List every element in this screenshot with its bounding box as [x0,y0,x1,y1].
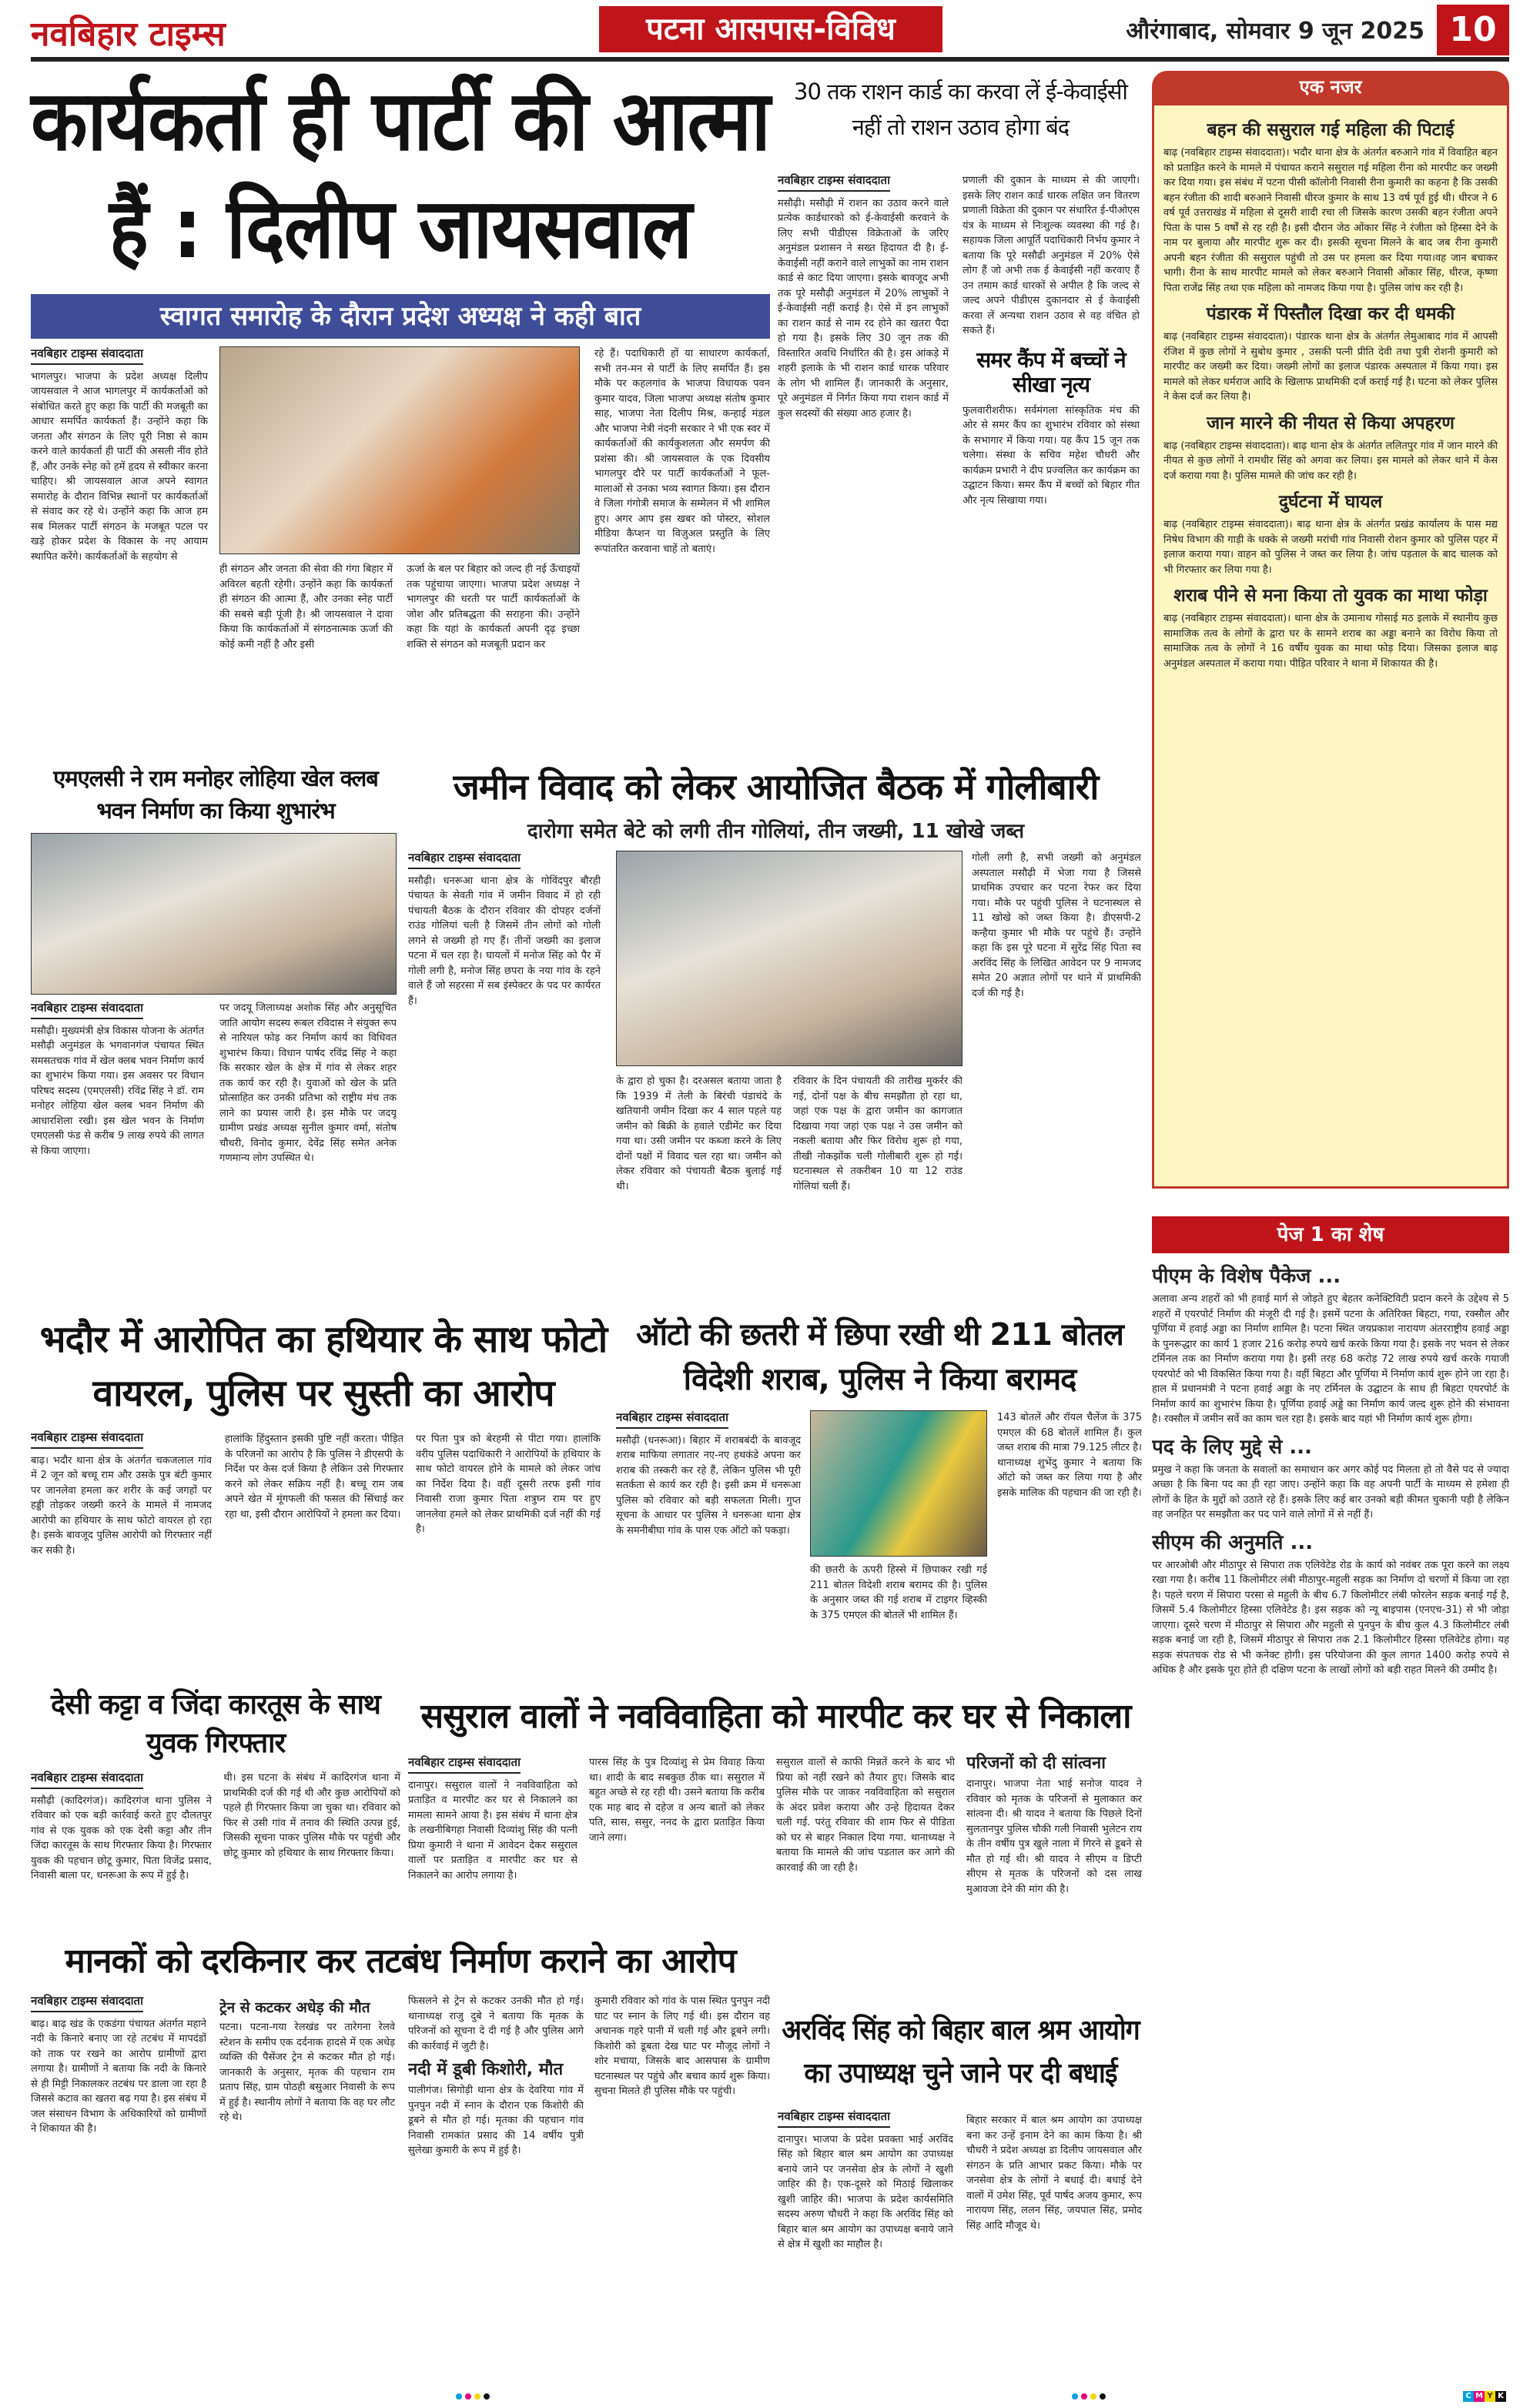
train-story [219,1994,395,2375]
lead-column-2: ही संगठन और जनता की सेवा की गंगा बिहार में अविरल बहती रहेगी। उन्होंने कहा कि कार्यकर्ता ही संगठन की आत्मा हैं, और उनका स्नेह पार्टी की सबसे बड़ी पूंजी है। श्री जायसवाल ने दावा किया कि कार्यकर्ताओं में संगठनात्मक ऊर्जा की कोई कमी नहीं है और इसी [219,564,393,650]
byline: नवबिहार टाइम्स संवाददाता [778,2109,890,2128]
river-text: पालीगंज। सिगोड़ी थाना क्षेत्र के देवरिया गांव में पुनपुन नदी में स्नान के दौरान एक किशोरी की डूबने से मौत हो गई। मृतका की पहचान गांव निवासी रामकांत प्रसाद की 14 वर्षीय पुत्री सुलेखा कुमारी के रूप में हुई है। [408,2085,584,2156]
byline: नवबिहार टाइम्स संवाददाता [408,1755,521,1774]
liquor-text-1: मसौढ़ी (धनरूआ)। बिहार में शराबबंदी के बावजूद शराब माफिया लगातार नए-नए हथकंडे अपना कर शराब की तस्करी कर रहे हैं, लेकिन पुलिस भी पूरी सतर्कता से कार्य कर रही है। इसी क्रम में धनरूआ पुलिस को रविवार को बड़ी सफलता मिली। गुप्त सूचना के आधार पर पुलिस ने धनरूआ थाना क्षेत्र के समनीबीघा गांव के पास एक ऑटो को पकड़ा। [616,1434,801,1537]
cmyk-marks [1463,2386,1506,2402]
train-headline: ट्रेन से कटकर अधेड़ की मौत [219,1999,370,2016]
continued-text: प्रमुख ने कहा कि जनता के सवालों का समाधान कर अगर कोई पद मिलता हो तो वैसे पद से ज्यादा अच्छा है कि बिना पद का ही रहा जाए। उन्होंने कहा कि वह अपनी पार्टी के माध्यम से हमेशा ही लोगों के हित के मुद्दों को उठाते रहे हैं। इसके लिए कई बार उनको बड़ी कीमत चुकानी पड़ी है लेकिन वह जनहित पर समझौता कर पद पाने वाले लोगों में से नहीं हैं। [1152,1463,1509,1520]
ration-headline-line2: नहीं तो राशन उठाव होगा बंद [852,114,1070,140]
header-rule [31,57,1509,62]
lead-column-3: ऊर्जा के बल पर बिहार को जल्द ही नई ऊँचाइयों तक पहुंचाया जाएगा। भाजपा प्रदेश अध्यक्ष ने भागलपुर की धरती पर पार्टी कार्यकर्ताओं के जोश और प्रतिबद्धता की सराहना की। उन्होंने कहा कि यहां के कार्यकर्ता अपनी दृढ़ इच्छा शक्ति से संगठन को मजबूती प्रदान कर [407,564,580,650]
firing-column-4: गोली लगी है, सभी जख्मी को अनुमंडल अस्पताल मसौढ़ी में भेजा गया है जिससे प्राथमिक उपचार कर पटना रेफर कर दिया गया। मौके पर पहुंची पुलिस ने घटनास्थल से 11 खोखे को जब्त किया है। डीएसपी-2 कन्हैया कुमार भी मौके पर पहुंचे हैं। उन्होंने कहा कि इस पूरे घटना में सुरेंद्र सिंह पिता स्व अरविंद सिंह के लिखित आवेदन पर 9 नामजद समेत 20 अज्ञात लोगों पर थाने में प्राथमिकी दर्ज की गई है। [972,852,1141,999]
lead-headline-line1: कार्यकर्ता ही पार्टी की आत्मा [31,73,770,169]
liquor-headline: ऑटो की छतरी में छिपा रखी थी 211 बोतल विदेशी शराब, पुलिस ने किया बरामद [636,1317,1123,1397]
arvind-column-1 [778,2109,953,2375]
lohia-column-2: पर जदयू जिलाध्यक्ष अशोक सिंह और अनुसूचित जाति आयोग सदस्य रूबल रविदास ने संयुक्त रूप से नारियल फोड़ कर निर्माण कार्य का विधिवत शुभारंभ किया। विधान पार्षद रविंद्र सिंह ने कहा कि सरकार खेल के क्षेत्र में गांव से लेकर शहर तक कार्य कर रही है। युवाओं को खेल के प्रति प्रोत्साहित कर उनकी प्रतिभा को राष्ट्रीय मंच तक लाने का प्रयास जारी है। इस मौके पर जदयू ग्रामीण प्रखंड अध्यक्ष सुनील कुमार वर्मा, संतोष चौधरी, विनोद कुमार, देवेंद्र सिंह समेत अनेक गणमान्य लोग उपस्थित थे। [219,1002,397,1164]
byline: नवबिहार टाइम्स संवाददाता [31,346,143,365]
continued-headline: सीएम की अनुमति ... [1152,1530,1314,1554]
cmyk-y: Y [1485,2391,1495,2402]
ration-headline [778,74,1143,145]
camp-text: फुलवारीशरीफ। सर्वमंगला सांस्कृतिक मंच की ओर से समर कैंप का शुभारंभ रविवार को संस्था के सभागार में किया गया। यह कैंप 15 जून तक चलेगा। संस्था के सचिव महेश चौधरी और कार्यक्रम प्रभारी ने दीप प्रज्वलित कर कार्यक्रम का उद्घाटन किया। समर कैंप में बच्चों को बिहार गीत और नृत्य सिखाया गया। [962,404,1140,507]
bhadaur-text-1: बाढ़। भदौर थाना क्षेत्र के अंतर्गत चकजलाल गांव में 2 जून को बच्चू राम और उसके पुत्र बंटी कुमार पर जानलेवा हमला कर शरीर के कई जगहों पर हड्डी तोड़कर जख्मी करने के मामले में नामजद आरोपी का हथियार के साथ फोटो वायरल हो रहा है। इसके बावजूद पुलिस आरोपी को गिरफ्तार नहीं कर सकी है। [31,1454,212,1557]
brief-headline: दुर्घटना में घायल [1278,492,1383,512]
cmyk-m: M [1474,2391,1485,2402]
byline: नवबिहार टाइम्स संवाददाता [408,851,521,869]
river-headline: नदी में डूबी किशोरी, मौत [408,2060,564,2079]
brief-text: बाढ़ (नवबिहार टाइम्स संवाददाता)। बाढ़ थाना क्षेत्र के अंतर्गत ललितपुर गांव में जान मारने की नीयत से कुछ लोगों ने रामधीर सिंह को अगवा कर लिया। इस मामले को लेकर थाने में केस दर्ज कराया गया है। पुलिस मामले की जांच कर रही है। [1163,440,1498,482]
arvind-text-1: दानापुर। भाजपा के प्रदेश प्रवक्ता भाई अरविंद सिंह को बिहार बाल श्रम आयोग का उपाध्यक्ष बनाये जाने पर जनसेवा क्षेत्र के लोगों ने खुशी जाहिर की है। एक-दूसरे को मिठाई खिलाकर खुशी जाहिर की। भाजपा के प्रदेश कार्यसमिति सदस्य अरुण चौधरी ने कहा कि अरविंद सिंह को बिहार बाल श्रम आयोग का उपाध्यक्ष बनाये जाने से क्षेत्र में खुशी का माहौल है। [778,2133,953,2250]
lead-photo [219,346,580,554]
condolence-story [966,1747,1142,2002]
page1-continued [1152,1256,1509,2376]
lead-headline-line2: हैं : दिलीप जायसवाल [109,181,692,277]
bhadaur-column-1 [31,1430,212,1677]
registration-dots [454,2388,491,2403]
train-text-cont: फिसलने से ट्रेन से कटकर उनकी मौत हो गई। थानाध्यक्ष राजु दुबे ने बताया कि मृतक के परिजनों को सूचना दे दी गई है और पुलिस आगे की कार्रवाई में जुटी है। [408,1995,584,2052]
river-story [408,1994,584,2375]
byline: नवबिहार टाइम्स संवाददाता [31,1994,143,2012]
firing-text-1: मसौढ़ी। धनरूआ थाना क्षेत्र के गोविंदपुर बौरही पंचायत के सेवती गांव में जमीन विवाद में हो रही पंचायती बैठक के दौरान रविवार की दोपहर दर्जनों राउंड गोलियां चली है जिसमें तीन लोगों को गोली लगने से जख्मी हो गए हैं। तीनों जख्मी का इलाज पटना में चल रहा है। घायलों में मनोज सिंह को पैर में गोली लगी है, मनोज सिंह छपरा के नया गांव के रहने वाले हैं जो सहरसा में सब इंस्पेक्टर के पद पर कार्यरत हैं। [408,875,601,1007]
condolence-text: दानापुर। भाजपा नेता भाई सनोज यादव ने रविवार को मृतक के परिजनों से मुलाकात कर सांत्वना दी। श्री यादव ने बताया कि पिछले दिनों सुलतानपुर पुलिस चौकी गली निवासी भुलेटन राय के तीन वर्षीय पुत्र खुले नाला में गिरने से डूबने से मौत हो गई थी। श्री यादव ने सीएम व डिप्टी सीएम से मृतक के परिजनों को दस लाख मुआवजा देने की मांग की है। [966,1778,1142,1895]
liquor-column-3: 143 बोतलें और रॉयल चैलेंज के 375 एमएल की 68 बोतलें शामिल हैं। कुल जब्त शराब की मात्रा 79.125 लीटर है। थानाध्यक्ष शुभेंदु कुमार ने बताया कि ऑटो को जब्त कर लिया गया है और इसके मालिक की पहचान की जा रही है। [997,1412,1142,1499]
byline: नवबिहार टाइम्स संवाददाता [616,1410,728,1429]
liquor-column-1 [616,1410,801,1677]
lead-column-4: रहे हैं। पदाधिकारी हों या साधारण कार्यकर्ता, सभी तन-मन से पार्टी के लिए समर्पित हैं। इस मौके पर कहलगांव के भाजपा विधायक पवन कुमार यादव, जिला भाजपा अध्यक्ष संतोष कुमार साह, भाजपा नेता दिलीप मिश्र, कन्हाई मंडल और भाजपा नेत्री नंदनी सरकार ने भी एक स्वर में कार्यकर्ताओं की कार्यकुशलता और समर्पण की प्रशंसा की। श्री जायसवाल के एक दिवसीय भागलपुर दौरे पर पार्टी कार्यकर्ताओं ने फूल-मालाओं से उनका भव्य स्वागत किया। इस दौरान वे जिला गंगोत्री समाज के सम्मेलन में भी शामिल हुए। अगर आप इस खबर को पोस्टर, सोशल मीडिया कैप्शन या विज़ुअल प्रस्तुति के लिए रूपांतरित करवाना चाहें तो बताएं। [594,348,770,555]
brief-text: बाढ़ (नवबिहार टाइम्स संवाददाता)। भदौर थाना क्षेत्र के अंतर्गत बरुआने गांव में विवाहित बहन को प्रताड़ित करने के मामले में पंचायत कराने ससुराल गई महिला रीना को मारपीट कर जख्मी कर दिया गया। इस संबंध में पटना पीसी कॉलोनी निवासी रीना कुमारी का कहना है कि उसकी बहन रंजीता की शादी बरुआने निवासी धीरज कुमार के साथ 13 वर्ष पूर्व हुई थी। धीरज ने 6 वर्ष पूर्व उत्तराखंड में महिला से दूसरी शादी रचा ली जिसके कारण उसकी बहन रंजीता अपने पिता के पास 5 वर्षों से रह रही है। इसी दौरान जेठ ओंकार सिंह ने रंजीता को हिस्सा देने के नाम पर बुलाया और मारपीट शुरू कर दी। इसकी सूचना मिलने के बाद जब रीना कुमारी अपनी बहन रंजीता की ससुराल पहुंची तो उस पर हमला कर दिया गया।वह जान बचाकर भागी। रीना के साथ मारपीट मामले को लेकर बरुआने निवासी ओंकार सिंह, धीरज, कृष्णा पिता राजेंद्र सिंह तथा एक महिला को नामजद किया गया है। पुलिस जांच कर रही है। [1163,147,1498,294]
tatbandh-headline: मानकों को दरकिनार कर तटबंध निर्माण कराने का आरोप [65,1941,736,1981]
lead-column-1 [31,346,208,762]
bhadaur-column-2: हालांकि हिंदुस्तान इसकी पुष्टि नहीं करता। पीड़ित के परिजनों का आरोप है कि पुलिस ने डीएसपी के निर्देश पर केस दर्ज किया है लेकिन उसे गिरफ्तार करने को लेकर सक्रिय नहीं है। बच्चू राम जब अपने खेत में मूंगफली की फसल की सिंचाई कर रहा था, इसी दौरान आरोपियों ने हमला कर दिया। [225,1433,403,1520]
firing-photo [616,851,962,1066]
brief-text: बाढ़ (नवबिहार टाइम्स संवाददाता)। बाढ़ थाना क्षेत्र के अंतर्गत प्रखंड कार्यालय के पास मद्य निषेध विभाग की गाड़ी के धक्के से जख्मी मरांची गांव निवासी रोशन कुमार को पुलिस पहर में इलाज कराया गया। वाहन को पुलिस ने जब्त कर लिया है। जांच पड़ताल के बाद चालक को भी गिरफ्तार कर लिया गया है। [1163,519,1498,576]
camp-headline: समर कैंप में बच्चों ने सीखा नृत्य [976,346,1126,397]
liquor-column-2: की छतरी के ऊपरी हिस्से में छिपाकर रखी गई 211 बोतल विदेशी शराब बरामद की है। पुलिस के अनुसार जब्त की गई शराब में टाइगर व्हिस्की के 375 एमएल की बोतलें भी शामिल हैं। [810,1564,987,1621]
dateline: औरंगाबाद, सोमवार 9 जून 2025 [1126,18,1424,45]
page-number: 10 [1437,5,1509,55]
ration-column-2 [962,173,1140,762]
registration-dots [1070,2388,1107,2403]
continued-text: पर आरओबी और मीठापुर से सिपारा तक एलिवेटेड रोड के कार्य को नवंबर तक पूरा करने का लक्ष्य रखा गया है। करीब 11 किलोमीटर लंबी मीठापुर-महुली सड़क का निर्माण दो चरणों में किया जा रहा है। पहले चरण में सिपारा परसा से महुली के बीच 6.7 किलोमीटर लंबी फोरलेन सड़क बनाई गई है, जिसमें 5.4 किलोमीटर हिस्सा एलिवेटेड है। इस सड़क को न्यू बाइपास (एनएच-31) से भी जोड़ा जाएगा। दूसरे चरण में मीठापुर से सिपारा और महुली से पुनपुन के बीच कुल 4.3 किलोमीटर लंबी सड़क बनाई जा रही है, जिसमें मीठापुर से सिपारा तक 2.1 किलोमीटर हिस्सा एलिवेटेड होगा। यह सड़क संपतचक रोड से भी कनेक्ट होगी। इस परियोजना की कुल लागत 1400 करोड़ रुपये से अधिक है और इसके पूरा होते ही दक्षिण पटना के लाखों लोगों को बड़ी राहत मिलने की उम्मीद है। [1152,1559,1509,1676]
condolence-headline: परिजनों को दी सांत्वना [966,1754,1106,1773]
brief-text: बाढ़ (नवबिहार टाइम्स संवाददाता)। थाना क्षेत्र के उमानाथ गोसाई मठ इलाके में स्थानीय कुछ सामाजिक तत्व के लोगों के द्वारा घर के सामने शराब का अड्डा बनाने का विरोध किया तो सामाजिक तत्व के लोगों ने 16 वर्षीय युवक का माथा फोड़ दिया। जिसका इलाज बाढ़ अनुमंडल अस्पताल में कराया गया। पीड़ित परिवार ने थाना में शिकायत की है। [1163,613,1498,670]
byline: नवबिहार टाइम्स संवाददाता [31,1771,143,1789]
brief-headline: शराब पीने से मना किया तो युवक का माथा फोड़ा [1173,586,1488,606]
lohia-text-1: मसौढ़ी। मुख्यमंत्री क्षेत्र विकास योजना के अंतर्गत मसौढ़ी अनुमंडल के भगवानगंज पंचायत स्थित समसतचक गांव में खेल क्लब भवन निर्माण कार्य का शुभारंभ किया गया। इस अवसर पर विधान परिषद सदस्य (एमएलसी) रविंद्र सिंह ने डॉ. राम मनोहर लोहिया खेल क्लब भवन निर्माण की आधारशिला रखी। इस खेल भवन के निर्माण एमएलसी फंड से करीब 9 लाख रुपये की लागत से किया जाएगा। [31,1025,204,1157]
sasural-text-1: दानापुर। ससुराल वालों ने नवविवाहिता को प्रताड़ित व मारपीट कर घर से निकालने का मामला सामने आया है। इस संबंध में थाना क्षेत्र के लखनीबिगहा निवासी दिव्यांशु सिंह की पत्नी प्रिया कुमारी ने थाना में आवेदन देकर ससुराल वालों पर प्रताड़ित व मारपीट कर घर से निकालने का आरोप लगाया है। [408,1779,578,1881]
ration-column-1 [778,173,949,762]
river-column-2: कुमारी रविवार को गांव के पास स्थित पुनपुन नदी घाट पर स्नान के लिए गई थी। इस दौरान वह अचानक गहरे पानी में चली गई और डूबने लगी। किशोरी को डूबता देख घाट पर मौजूद लोगों ने शोर मचाया, जिसके बाद आसपास के ग्रामीण घटनास्थल पर पहुंचे और बचाव कार्य शुरू किया। सुचना मिलते ही पुलिस मौके पर पहुंची। [594,1995,770,2097]
print-marks [0,2386,1540,2402]
katta-headline: देसी कट्टा व जिंदा कारतूस के साथ युवक गिरफ्तार [51,1689,380,1759]
firing-headline: जमीन विवाद को लेकर आयोजित बैठक में गोलीबारी [453,766,1099,808]
brief-headline: बहन की ससुराल गई महिला की पिटाई [1207,120,1455,140]
ek-nazar-title: एक नजर [1152,71,1509,103]
lead-subhead: स्वागत समारोह के दौरान प्रदेश अध्यक्ष ने कही बात [31,294,770,339]
continued-headline: पीएम के विशेष पैकेज ... [1152,1265,1341,1288]
cmyk-k: K [1495,2391,1506,2402]
cmyk-c: C [1463,2391,1474,2402]
sasural-column-2: पारस सिंह के पुत्र दिव्यांशु से प्रेम विवाह किया था। शादी के बाद सबकुछ ठीक था। ससुराल में बहुत अच्छे से रह रही थी। उसने बताया कि करीब एक माह बाद से दहेज व अन्य बातों को लेकर पति, सास, ससुर, ननद के द्वारा प्रताड़ित किया जाने लगा। [589,1757,765,1844]
sasural-headline: ससुराल वालों ने नवविवाहिता को मारपीट कर घर से निकाला [420,1697,1131,1736]
tatbandh-column-1 [31,1994,206,2375]
firing-subhead: दारोगा समेत बेटे को लगी तीन गोलियां, तीन जख्मी, 11 खोखे जब्त [527,820,1025,843]
ek-nazar-box [1152,103,1509,1189]
arvind-headline: अरविंद सिंह को बिहार बाल श्रम आयोग का उपाध्यक्ष चुने जाने पर दी बधाई [782,2015,1140,2089]
byline: नवबिहार टाइम्स संवाददाता [31,1001,143,1019]
firing-column-1 [408,851,601,1301]
lead-headline [31,68,770,283]
lohia-headline: एमएलसी ने राम मनोहर लोहिया खेल क्लब भवन निर्माण का किया शुभारंभ [53,765,378,824]
katta-column-2: थी। इस घटना के संबंध में कादिरगंज थाना में प्राथमिकी दर्ज की गई थी और कुछ आरोपियों को पहले ही गिरफ्तार किया जा चुका था। रविवार को फिर से उसी गांव में तनाव की स्थिति उत्पन्न हुई, जिसकी सूचना पाकर पुलिस मौके पर पहुंची और छोटू कुमार को हथियार के साथ गिरफ्तार किया। [223,1772,400,1859]
lead-text-1: भागलपुर। भाजपा के प्रदेश अध्यक्ष दिलीप जायसवाल ने आज भागलपुर में कार्यकर्ताओं को संबोधित करते हुए कहा कि पार्टी की मजबूती का आधार समर्पित कार्यकर्ता हैं। उन्होंने कहा कि जनता और संगठन के लिए पूरी निष्ठा से काम करने वाले कार्यकर्ता ही पार्टी की असली नींव होते हैं, और उनके स्नेह को हमें हृदय से स्वीकार करना चाहिए। श्री जायसवाल आज अपने स्वागत समारोह के दौरान विभिन्न स्थानों पर कार्यकर्ताओं से संवाद कर रहे थे। उन्होंने कहा कि आज हम सब मिलकर पार्टी संगठन के मजबूत पटल पर खड़े होकर प्रदेश के विकास के नए आयाम स्थापित करेंगे। कार्यकर्ताओं के सहयोग से [31,370,208,563]
page1-continued-title: पेज 1 का शेष [1152,1216,1509,1253]
ration-text-1: मसौढ़ी। मसौढ़ी में राशन का उठाव करने वाले प्रत्येक कार्डधारको को ई-केवाईसी करवाने के लिए सभी पीडीएस विक्रेताओं के जरिए अनुमंडल प्रशासन ने सख्त हिदायत दी है। ई-केवाईसी नहीं कराने वाले लाभुकों का नाम राशन कार्ड से काट दिया जाएगा। इसके बावजूद अभी तक पूरे मसौढ़ी अनुमंडल में 20% लाभुकों ने ई-केवाईसी नहीं कराई है। ऐसे में इन लाभुकों का राशन कार्ड से नाम रद होने का खतरा पैदा हो गया है। इसके लिए 30 जून तक की विस्तारित अवधि निर्धारित की है। इस आंकड़े में शहरी इलाके के भी राशन कार्ड धारक परिवार के लोग भी शामिल हैं। जानकारी के अनुसार, पूरे अनुमंडल में निर्गत किया गया राशन कार्ड में कुल सदस्यों की संख्या आठ हजार है। [778,197,949,420]
lohia-column-1 [31,1001,204,1301]
brief-text: बाढ़ (नवबिहार टाइम्स संवाददाता)। पंडारक थाना क्षेत्र के अंतर्गत लेमुआबाद गांव में आपसी रंजिश में कुछ लोगों ने सुबोध कुमार , उसकी पत्नी प्रीति देवी तथा पुत्री रोशनी कुमारी को मारपीट कर जख्मी कर दिया। जख्मी लोगों का इलाज पंडारक अस्पताल में किया गया। इस मामले को लेकर धर्मराज आदि के खिलाफ प्राथमिकी दर्ज कराई गई है। घटना को लेकर पुलिस ने केस दर्ज कर लिया है। [1163,331,1498,403]
katta-column-1 [31,1771,212,1928]
ration-headline-line1: 30 तक राशन कार्ड का करवा लें ई-केवाईसी [794,79,1127,105]
arvind-column-2: बिहार सरकार में बाल श्रम आयोग का उपाध्यक्ष बना कर उन्हें इनाम देने का काम किया है। श्री चौधरी ने प्रदेश अध्यक्ष डा दिलीप जायसवाल और संगठन के प्रति आभार प्रकट किया। मौके पर जनसेवा क्षेत्र के लोगों ने बधाई दी। बधाई देने वालों में उमेश सिंह, पूर्व पार्षद अजय कुमार, रूप नारायण सिंह, ललन सिंह, जयपाल सिंह, प्रमोद सिंह आदि मौजूद थे। [966,2115,1142,2232]
ration-text-2: प्रणाली की दुकान के माध्यम से की जाएगी। इसके लिए राशन कार्ड धारक लक्षित जन वितरण प्रणाली विक्रेता की दुकान पर संधारित ई-पीओएस यंत्र के माध्यम से निःशुल्क व्यवस्था की गई है। सहायक जिला आपूर्ति पदाधिकारी निर्भय कुमार ने बताया कि पूरे मसौढी अनुमंडल में 20% ऐसे लोग हैं जो अभी तक ई केवाईसी नहीं करवाए हैं उन तमाम कार्ड धारकों से अपील है कि जल्द से जल्द अपने पीडीएस दुकानदार से ई केवाईसी करवा लें अन्यथा राशन उठाव से वह वंचित हो सकते हैं। [962,175,1140,336]
sasural-column-1 [408,1755,578,1928]
firing-column-3: रविवार के दिन पंचायती की तारीख मुकर्रर की गई, दोनों पक्ष के बीच समझौता हो रहा था, जहां एक पक्ष के द्वारा जमीन का कागजात दिखाया गया जहां एक पक्ष ने उस जमीन को नकली बताया और फिर विरोध शुरू हो गया, तीखी नोकझोंक चली गोलीबारी शुरू हो गई। घटनास्थल से तकरीबन 10 या 12 राउंड गोलियां चली हैं। [793,1075,962,1192]
brief-headline: जान मारने की नीयत से किया अपहरण [1207,413,1455,433]
train-text: पटना। पटना-गया रेलखंड पर तारेगना रेलवे स्टेशन के समीप एक दर्दनाक हादसे में एक अधेड़ व्यक्ति की पैसेंजर ट्रेन से कटकर मौत हो गई। जानकारी के अनुसार, मृतक की पहचान राम प्रताप सिंह, ग्राम पोठही बसुआर निवासी के रूप में हुई है। स्थानीय लोगों ने बताया कि वह घर लौट रहे थे। [219,2022,395,2123]
continued-headline: पद के लिए मुद्दे से ... [1152,1435,1312,1459]
continued-text: अलावा अन्य शहरों को भी हवाई मार्ग से जोड़ते हुए बेहतर कनेक्टिविटी प्रदान करने के उद्देश्य से 5 शहरों में एयरपोर्ट निर्माण की मंजूरी दी गई है। इसमें पटना के अतिरिक्त बिहटा, गया, रक्सौल और पूर्णिया में हवाई अड्डा का निर्माण शामिल है। पटना स्थित जयप्रकाश नारायण अंतरराष्ट्रीय हवाई अड्डा के पुनरूद्धार का कार्य 1 हजार 216 करोड़ रुपये खर्च करके किया गया है। इसके नए भवन से लेकर टर्मिनल तक का निर्माण कराया गया है। इसी तरह 68 करोड़ 72 लाख रुपये खर्च करके गयाजी एयरपोर्ट को भी विकसित किया गया है। वहीं बिहटा और पूर्णिया में निर्माण कार्य शुरू होने जा रहा है। हाल में प्रधानमंत्री ने पटना हवाई अड्डा के नए टर्मिनल के उद्घाटन के साथ ही बिहटा एयरपोर्ट के निर्माण कार्य का शुभारंभ किया है। पूर्णिया हवाई अड्डे का निर्माण कार्य जल्द शुरू होने की संभावना है। रक्सौल में जमीन सर्वे का काम चल रहा है। इसके बाद यहां भी निर्माण कार्य शुरू होगा। [1152,1293,1509,1425]
brief-headline: पंडारक में पिस्तौल दिखा कर दी धमकी [1206,304,1455,324]
masthead: नवबिहार टाइम्स [31,15,226,54]
bhadaur-headline: भदौर में आरोपित का हथियार के साथ फोटो वायरल, पुलिस पर सुस्ती का आरोप [39,1318,608,1415]
sasural-column-3: ससुराल वालों से काफी मिन्नतें करने के बाद भी प्रिया को नहीं रखने को तैयार हुए। जिसके बाद पुलिस मौके पर जाकर नवविवाहिता को ससुराल के अंदर प्रवेश कराया और उन्हे हिदायत देकर चली गई. परंतु रविवार की शाम फिर से पीडिता को घर से बाहर निकाल दिया गया. थानाध्यक्ष ने बताया कि मामले की जांच पडताल कर आगे की कारवाई की जा रही है। [776,1757,955,1874]
liquor-photo [810,1410,987,1557]
lohia-photo [31,833,397,995]
byline: नवबिहार टाइम्स संवाददाता [778,173,890,192]
tatbandh-text-1: बाढ़। बाढ़ खंड के एकडंगा पंचायत अंतर्गत महाने नदी के किनारे बनाए जा रहे तटबंध में मापदंडों को ताक पर रखने का आरोप ग्रामीणों द्वारा लगाया है। ग्रामीणों ने बताया कि नदी के किनारे से ही मिट्टी निकालकर तटबंध पर डाला जा रहा है जिससे कटाव का खतरा बढ़ गया है। इस संबंध में जल संसाधन विभाग के अधिकारियों को ग्रामीणों ने शिकायत की है। [31,2018,206,2135]
byline: नवबिहार टाइम्स संवाददाता [31,1430,143,1449]
firing-column-2: के द्वारा हो चुका है। दरअसल बताया जाता है कि 1939 में तेली के बिरंची पंडाचंदे के खतियानी जमीन दिखा कर 4 साल पहले यह जमीन को बिक्री के हवाले एडीमेंट कर दिया गया था। उसी जमीन पर कब्जा करने के लिए दोनों पक्षों में विवाद चल रहा था। जमीन को लेकर रविवार को पंचायती बैठक बुलाई गई थी। [616,1075,782,1192]
section-title: पटना आसपास-विविध [599,6,942,52]
bhadaur-column-3: पर पिता पुत्र को बेरहमी से पीटा गया। हालांकि वरीय पुलिस पदाधिकारी ने आरोपियों के हथियार के साथ फोटो वायरल होने के मामले को लेकर जांच का निर्देश दिया है। वहीं दूसरी तरफ इसी गांव निवासी राजा कुमार पिता शत्रुघ्न राम पर हुए जानलेवा हमले को लेकर प्राथमिकी दर्ज नहीं की गई है। [416,1433,601,1535]
katta-text-1: मसौढ़ी (कादिरगंज)। कादिरगंज थाना पुलिस ने रविवार को एक बड़ी कार्रवाई करते हुए दौलतपुर गांव से एक युवक को एक देसी कट्टा और तीन जिंदा कारतूस के साथ गिरफ्तार किया है। गिरफ्तार युवक की पहचान छोटू कुमार, पिता विजेंद्र प्रसाद, निवासी बाला पर, धनरूआ के रूप में हुई है। [31,1794,212,1881]
